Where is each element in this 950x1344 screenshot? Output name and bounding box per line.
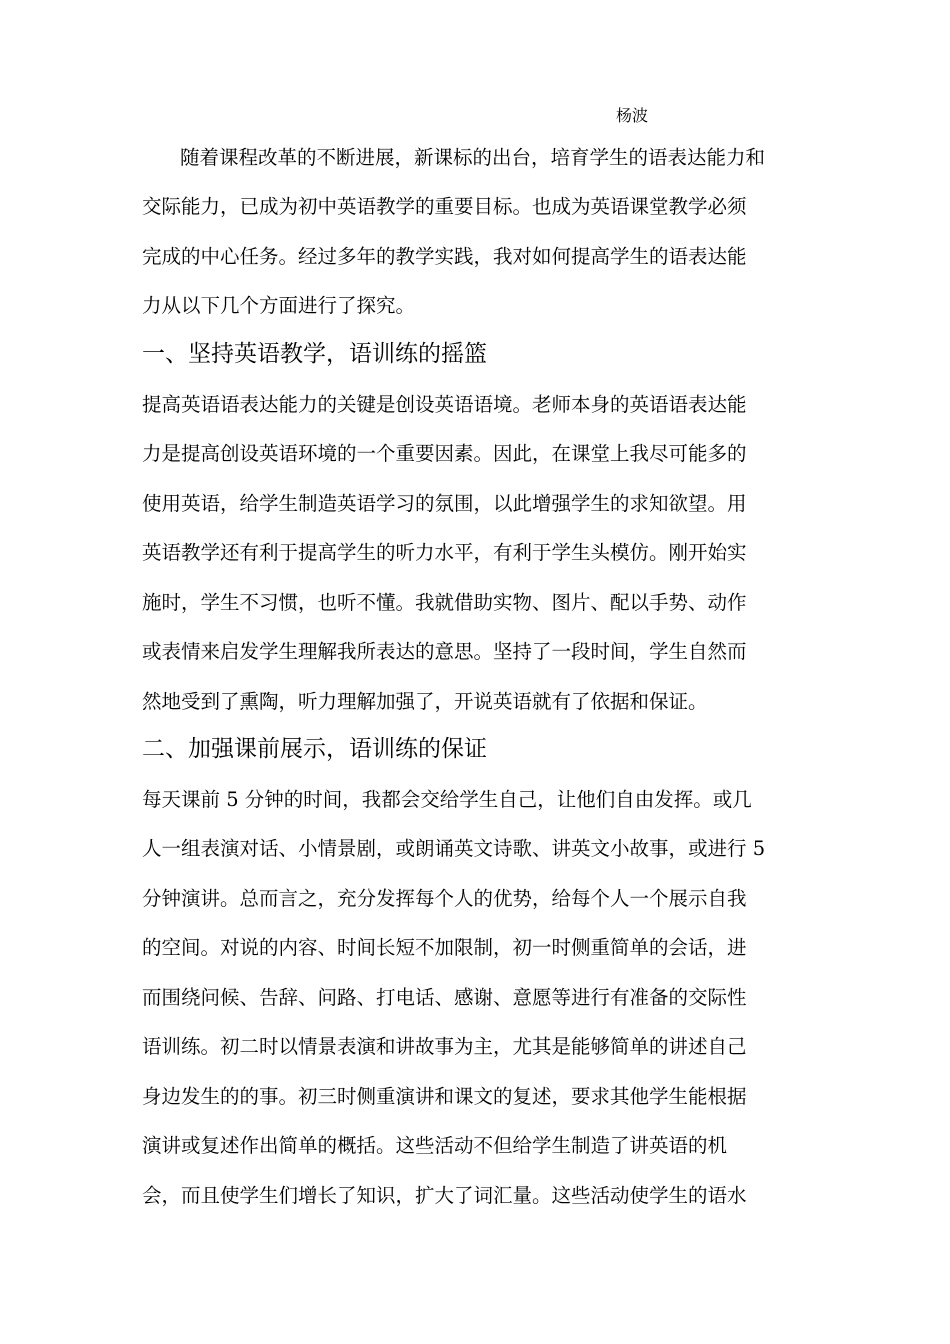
- section2-line: 而围绕问候、告辞、问路、打电话、感谢、意愿等进行有准备的交际性: [142, 986, 747, 1009]
- section-heading-2: 二、加强课前展示，语训练的保证: [142, 736, 487, 762]
- section-heading-1: 一、坚持英语教学，语训练的摇篮: [142, 341, 487, 367]
- section2-line: 会，而且使学生们增长了知识，扩大了词汇量。这些活动使学生的语水: [142, 1184, 747, 1207]
- section1-line: 提高英语语表达能力的关键是创设英语语境。老师本身的英语语表达能: [142, 393, 747, 416]
- section2-line: 每天课前 5 分钟的时间，我都会交给学生自己，让他们自由发挥。或几: [142, 788, 752, 811]
- section1-line: 施时，学生不习惯，也听不懂。我就借助实物、图片、配以手势、动作: [142, 591, 747, 614]
- intro-line: 交际能力，已成为初中英语教学的重要目标。也成为英语课堂教学必须: [142, 195, 747, 218]
- section1-line: 英语教学还有利于提高学生的听力水平，有利于学生头模仿。刚开始实: [142, 541, 747, 564]
- section1-line: 力是提高创设英语环境的一个重要因素。因此，在课堂上我尽可能多的: [142, 442, 747, 465]
- section2-line: 的空间。对说的内容、时间长短不加限制，初一时侧重简单的会话，进: [142, 936, 747, 959]
- section2-line: 身边发生的的事。初三时侧重演讲和课文的复述，要求其他学生能根据: [142, 1085, 747, 1108]
- section2-line: 演讲或复述作出简单的概括。这些活动不但给学生制造了讲英语的机: [142, 1134, 728, 1157]
- section2-line: 语训练。初二时以情景表演和讲故事为主，尤其是能够简单的讲述自己: [142, 1035, 747, 1058]
- section1-line: 或表情来启发学生理解我所表达的意思。坚持了一段时间，学生自然而: [142, 640, 747, 663]
- intro-line: 完成的中心任务。经过多年的教学实践，我对如何提高学生的语表达能: [142, 245, 747, 268]
- intro-line: 力从以下几个方面进行了探究。: [142, 294, 416, 317]
- section1-line: 然地受到了熏陶，听力理解加强了，开说英语就有了依据和保证。: [142, 690, 708, 713]
- section2-line: 分钟演讲。总而言之，充分发挥每个人的优势，给每个人一个展示自我: [142, 887, 747, 910]
- author-name: 杨波: [616, 106, 649, 125]
- intro-line: 随着课程改革的不断进展，新课标的出台，培育学生的语表达能力和: [180, 146, 766, 169]
- section1-line: 使用英语，给学生制造英语学习的氛围，以此增强学生的求知欲望。用: [142, 492, 747, 515]
- section2-line: 人一组表演对话、小情景剧，或朗诵英文诗歌、讲英文小故事，或进行 5: [142, 837, 766, 860]
